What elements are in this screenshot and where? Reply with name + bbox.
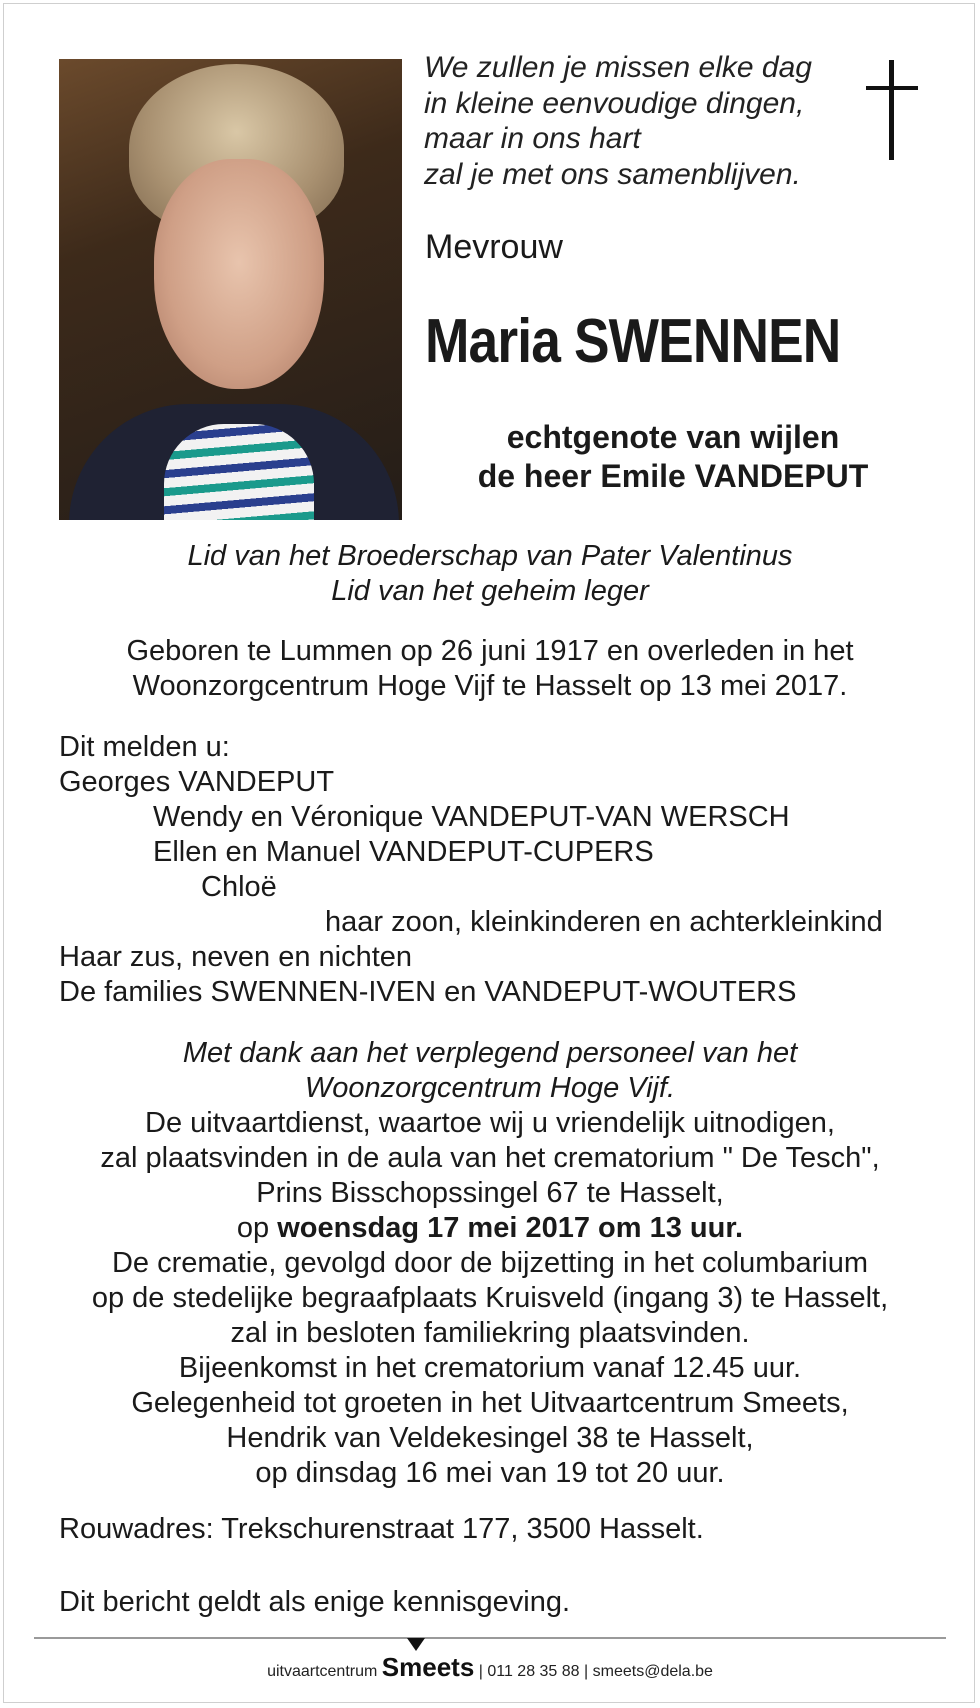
poem-line: in kleine eenvoudige dingen,	[424, 86, 805, 120]
poem-line: zal je met ons samenblijven.	[424, 157, 801, 191]
thanks-line: Woonzorgcentrum Hoge Vijf.	[304, 1072, 676, 1104]
birth-death-line: Woonzorgcentrum Hoge Vijf te Hasselt op 13 mei 2017.	[132, 670, 848, 702]
footer-brand: Smeets	[381, 1652, 475, 1682]
birth-death-line: Geboren te Lummen op 26 juni 1917 en overleden in het	[126, 635, 854, 667]
membership-line: Lid van het geheim leger	[331, 575, 649, 607]
service-line: Prins Bisschopssingel 67 te Hasselt,	[256, 1177, 724, 1209]
membership-line: Lid van het Broederschap van Pater Valentinus	[187, 540, 793, 572]
service-line: zal plaatsvinden in de aula van het crematorium " De Tesch",	[100, 1142, 880, 1174]
family-member: Haar zus, neven en nichten	[59, 941, 413, 973]
poem	[424, 50, 844, 192]
mourning-address: Rouwadres: Trekschurenstraat 177, 3500 Hasselt.	[59, 1513, 704, 1545]
spouse-line: de heer Emile VANDEPUT	[477, 458, 869, 494]
portrait-photo	[59, 59, 402, 520]
cross-icon	[862, 60, 922, 160]
service-line: op de stedelijke begraafplaats Kruisveld (ingang 3) te Hasselt,	[91, 1282, 889, 1314]
family-list	[59, 730, 883, 1010]
service-line: De crematie, gevolgd door de bijzetting in het columbarium	[111, 1247, 868, 1279]
service-line: Bijeenkomst in het crematorium vanaf 12.45 uur.	[178, 1352, 802, 1384]
deceased-name: Maria SWENNEN	[425, 307, 841, 376]
footer-marker-icon	[407, 1638, 425, 1651]
family-member: Chloë	[201, 871, 277, 903]
footer	[0, 1652, 980, 1683]
notice: Dit bericht geldt als enige kennisgeving.	[59, 1586, 571, 1618]
footer-prefix: uitvaartcentrum	[267, 1663, 378, 1680]
footer-phone: | 011 28 35 88 |	[478, 1663, 589, 1680]
birth-death-info	[59, 634, 921, 704]
poem-line: maar in ons hart	[424, 122, 641, 155]
poem-line: We zullen je missen elke dag	[424, 51, 812, 84]
family-member: De families SWENNEN-IVEN en VANDEPUT-WOUTERS	[59, 976, 797, 1008]
family-intro: Dit melden u:	[59, 731, 230, 763]
service-line: zal in besloten familiekring plaatsvinden.	[230, 1317, 750, 1349]
honorific: Mevrouw	[425, 228, 563, 266]
memberships	[59, 539, 921, 609]
family-relation: haar zoon, kleinkinderen en achterkleinkind	[325, 906, 883, 938]
service-info	[59, 1036, 921, 1491]
family-member: Ellen en Manuel VANDEPUT-CUPERS	[153, 836, 654, 868]
family-member: Georges VANDEPUT	[59, 766, 335, 798]
footer-email[interactable]: smeets@dela.be	[592, 1663, 713, 1680]
service-line: Hendrik van Veldekesingel 38 te Hasselt,	[226, 1422, 754, 1454]
spouse-line: echtgenote van wijlen	[506, 419, 840, 455]
service-line: op dinsdag 16 mei van 19 tot 20 uur.	[255, 1457, 725, 1489]
thanks-line: Met dank aan het verplegend personeel van het	[182, 1037, 798, 1069]
service-date-prefix: op	[236, 1212, 278, 1244]
service-line: De uitvaartdienst, waartoe wij u vriendelijk uitnodigen,	[145, 1107, 835, 1139]
footer-divider	[34, 1637, 946, 1639]
family-member: Wendy en Véronique VANDEPUT-VAN WERSCH	[153, 801, 790, 833]
service-line: Gelegenheid tot groeten in het Uitvaartcentrum Smeets,	[131, 1387, 849, 1419]
service-date-bold: woensdag 17 mei 2017 om 13 uur.	[277, 1212, 744, 1244]
spouse-info	[424, 418, 922, 496]
service-date	[59, 1211, 921, 1246]
